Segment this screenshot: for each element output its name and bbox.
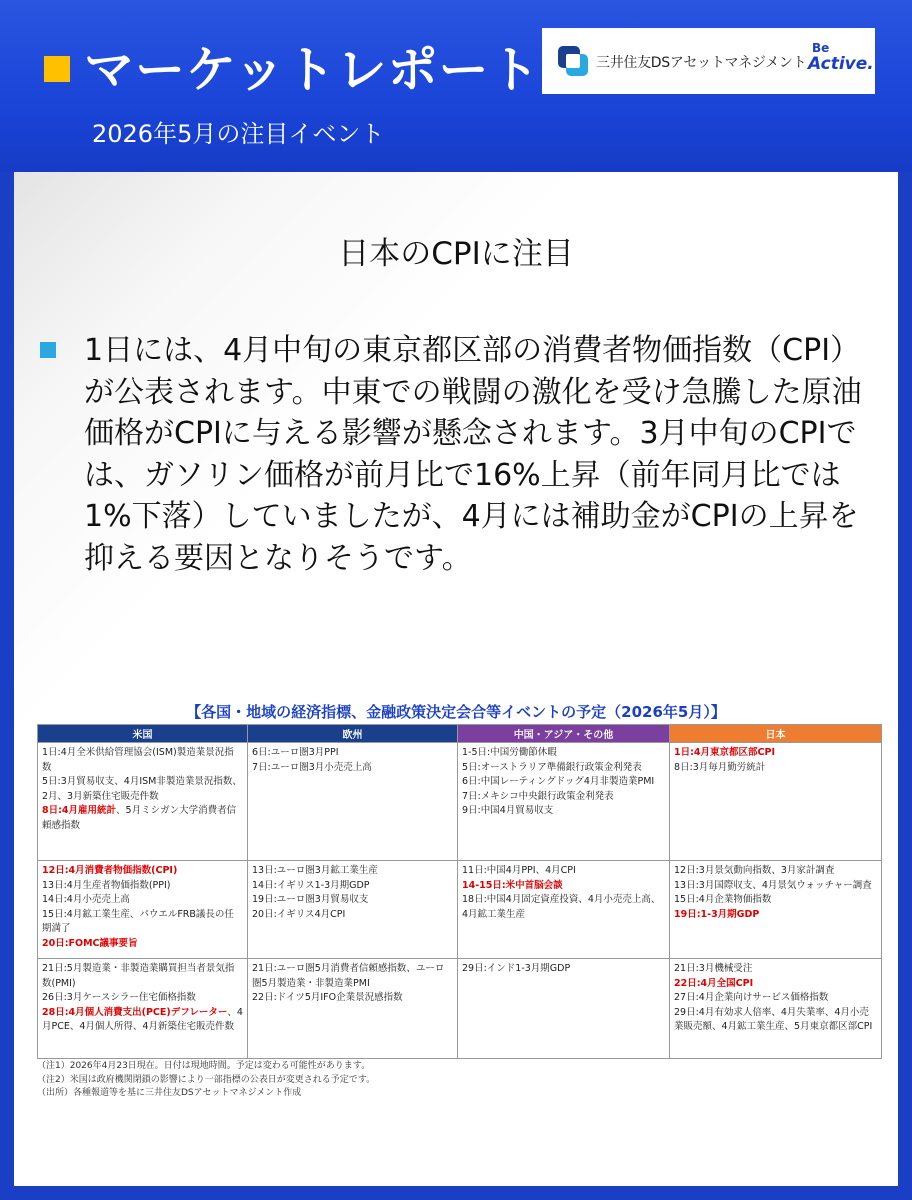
event-highlight: 8日:4月雇用統計: [42, 805, 117, 816]
table-cell: [458, 959, 670, 1059]
table-row: [38, 743, 882, 861]
event-item: 14日:4月小売売上高: [42, 894, 130, 905]
slogan-be: Be: [812, 41, 830, 55]
event-highlight: 28日:4月個人消費支出(PCE)デフレーター: [42, 1006, 228, 1018]
event-item: 5日:オーストラリア準備銀行政策金利発表: [462, 761, 642, 773]
event-item: 15日:4月企業物価指数: [674, 894, 772, 905]
table-cell: [248, 861, 458, 959]
table-cell: [670, 743, 882, 861]
table-cell: [38, 861, 248, 959]
event-item: 22日:ドイツ5月IFO企業景況感指数: [252, 992, 403, 1003]
section-heading: 日本のCPIに注目: [338, 236, 574, 272]
event-item: 14-15日:米中首脳会談: [462, 879, 563, 891]
table-cell: [458, 861, 670, 959]
table-body: [38, 743, 882, 1059]
table-cell: [248, 743, 458, 861]
event-item: 21日:5月製造業・非製造業購買担当者景気指数(PMI): [42, 963, 235, 989]
report-subtitle: 2026年5月の注目イベント: [92, 120, 385, 148]
event-item: 13日:ユーロ圏3月鉱工業生産: [252, 865, 378, 876]
slogan-active: Active.: [808, 54, 874, 74]
event-item: 13日:4月生産者物価指数(PPI): [42, 879, 171, 891]
event-item: 6日:ユーロ圏3月PPI: [252, 747, 339, 758]
report-header: [0, 0, 912, 172]
event-item: 1-5日:中国労働節休暇: [462, 747, 557, 758]
event-item: 22日:4月全国CPI: [674, 977, 754, 989]
table-header-row: [38, 725, 882, 743]
report-title: マーケットレポート: [84, 41, 541, 99]
body-paragraph: 1日には、4月中旬の東京都区部の消費者物価指数（CPI）が公表されます。中東での戦闘の激化を受け急騰した原油価格がCPIに与える影響が懸念されます。3月中旬のCPIでは、ガソリン価格が前月比で16%上昇（前年同月比では1%下落）していましたが、4月には補助金がCPIの上昇を抑える要因となりそうです。: [84, 333, 862, 576]
footnotes: [37, 1060, 375, 1101]
event-tail: 、4月PCE、4月個人所得、4月新築住宅販売件数: [42, 1006, 243, 1032]
event-item: 29日:4月有効求人倍率、4月失業率、4月小売業販売額、4月鉱工業生産、5月東京都区部CPI: [674, 1006, 873, 1032]
event-item: 20日:FOMC議事要旨: [42, 937, 138, 949]
event-tail: 、5月ミシガン大学消費者信頼感指数: [42, 805, 237, 831]
table-cell: [38, 743, 248, 861]
event-item: 29日:インド1-3月期GDP: [462, 963, 571, 974]
footnote: （注2）米国は政府機関閉鎖の影響により一部指標の公表日が変更される予定です。: [37, 1074, 376, 1085]
event-item: 5日:3月貿易収支、4月ISM非製造業景況指数、2月、3月新築住宅販売件数: [42, 776, 242, 802]
bullet-square-icon: [40, 342, 56, 358]
table-cell: [670, 861, 882, 959]
event-item: 9日:中国4月貿易収支: [462, 805, 554, 816]
event-item: 20日:イギリス4月CPI: [252, 908, 346, 920]
event-item: 11日:中国4月PPI、4月CPI: [462, 865, 576, 876]
event-item: 12日:3月景気動向指数、3月家計調査: [674, 865, 835, 876]
event-item: 21日:ユーロ圏5月消費者信頼感指数、ユーロ圏5月製造業・非製造業PMI: [252, 963, 445, 989]
company-logo: [542, 28, 875, 94]
event-item: 14日:イギリス1-3月期GDP: [252, 879, 370, 891]
column-header-japan: 日本: [670, 725, 882, 743]
table-cell: [670, 959, 882, 1059]
event-item: [42, 804, 243, 833]
event-table-title: 【各国・地域の経済指標、金融政策決定会合等イベントの予定（2026年5月）】: [186, 703, 726, 721]
column-header-europe: 欧州: [248, 725, 458, 743]
column-header-asia: 中国・アジア・その他: [458, 725, 670, 743]
table-row: [38, 861, 882, 959]
event-item: [42, 1006, 243, 1035]
event-item: 6日:中国レーティングドッグ4月非製造業PMI: [462, 776, 655, 787]
event-item: 19日:ユーロ圏3月貿易収支: [252, 894, 369, 905]
event-item: 27日:4月企業向けサービス価格指数: [674, 992, 829, 1003]
table-cell: [248, 959, 458, 1059]
table-cell: [458, 743, 670, 861]
event-item: 1日:4月東京都区部CPI: [674, 747, 775, 758]
event-item: 1日:4月全米供給管理協会(ISM)製造業景況指数: [42, 747, 234, 773]
title-square-icon: [44, 56, 70, 82]
event-item: 18日:中国4月固定資産投資、4月小売売上高、4月鉱工業生産: [462, 894, 661, 920]
event-item: 7日:メキシコ中央銀行政策金利発表: [462, 790, 614, 802]
event-item: 7日:ユーロ圏3月小売売上高: [252, 761, 372, 773]
event-item: 15日:4月鉱工業生産、パウエルFRB議長の任期満了: [42, 908, 234, 934]
company-mark-icon: [556, 42, 590, 80]
footnote: （注1）2026年4月23日現在。日付は現地時間。予定は変わる可能性があります。: [37, 1061, 371, 1071]
company-name: 三井住友DSアセットマネジメント: [596, 55, 807, 71]
table-cell: [38, 959, 248, 1059]
event-item: 19日:1-3月期GDP: [674, 908, 760, 920]
event-item: 12日:4月消費者物価指数(CPI): [42, 865, 178, 876]
event-item: 26日:3月ケースシラー住宅価格指数: [42, 992, 196, 1003]
event-item: 8日:3月毎月勤労統計: [674, 761, 766, 773]
footnote: （出所）各種報道等を基に三井住友DSアセットマネジメント作成: [37, 1088, 302, 1098]
table-row: [38, 959, 882, 1059]
column-header-us: 米国: [38, 725, 248, 743]
event-schedule-table: [37, 724, 882, 1059]
event-item: 21日:3月機械受注: [674, 963, 753, 974]
event-item: 13日:3月国際収支、4月景気ウォッチャー調査: [674, 879, 872, 891]
